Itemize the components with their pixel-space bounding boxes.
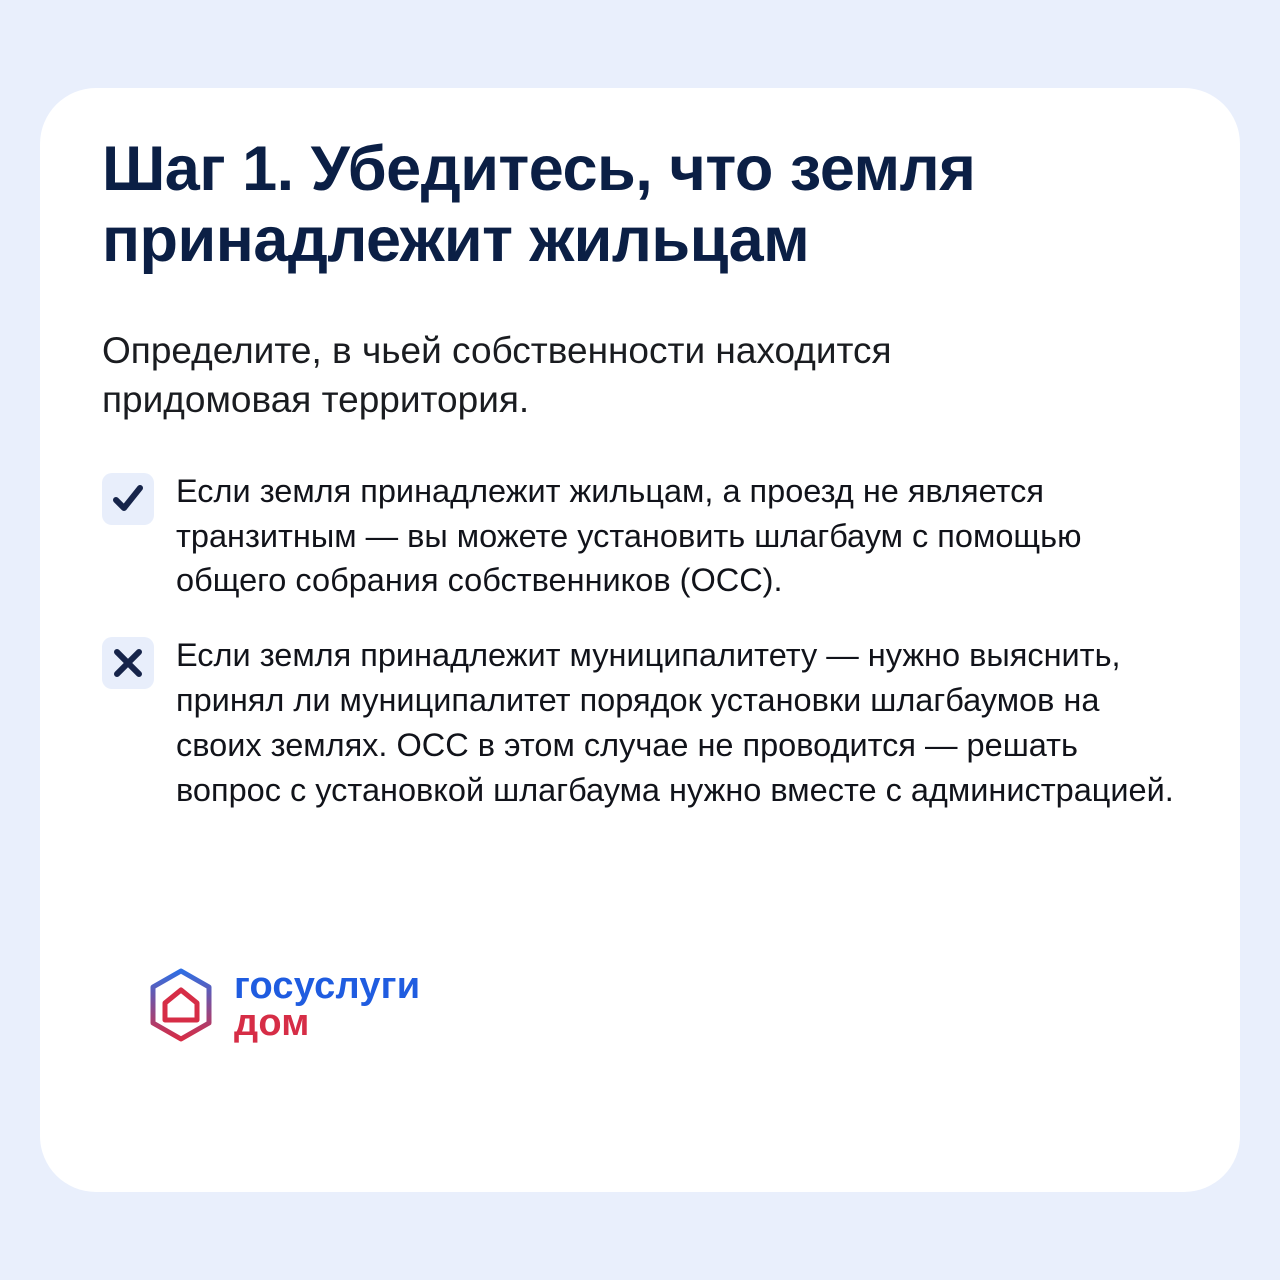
lead-paragraph: Определите, в чьей собственности находится придомовая территория.	[102, 330, 892, 420]
list-item	[102, 469, 1178, 604]
page-title: Шаг 1. Убедитесь, что земля принадлежит жильцам	[102, 134, 976, 275]
brand-logo	[144, 964, 421, 1044]
cross-icon	[102, 637, 154, 689]
check-icon	[102, 473, 154, 525]
points-list	[102, 469, 1178, 813]
brand-wordmark	[234, 964, 421, 1044]
brand-line-1: госуслуги	[234, 964, 421, 1007]
list-item-label: Если земля принадлежит жильцам, а проезд не является транзитным — вы можете установить шлагбаум с помощью общего собрания собственников (ОСС).	[176, 472, 1082, 599]
list-item-label: Если земля принадлежит муниципалитету — нужно выяснить, принял ли муниципалитет порядок установки шлагбаумов на своих землях. ОСС в этом случае не проводится — решать вопрос с установкой шлагбаума нужно вместе с администрацией.	[176, 637, 1174, 808]
list-item	[102, 633, 1178, 812]
brand-line-2: дом	[234, 1001, 310, 1044]
house-hexagon-icon	[144, 968, 218, 1042]
info-card	[40, 88, 1240, 1192]
